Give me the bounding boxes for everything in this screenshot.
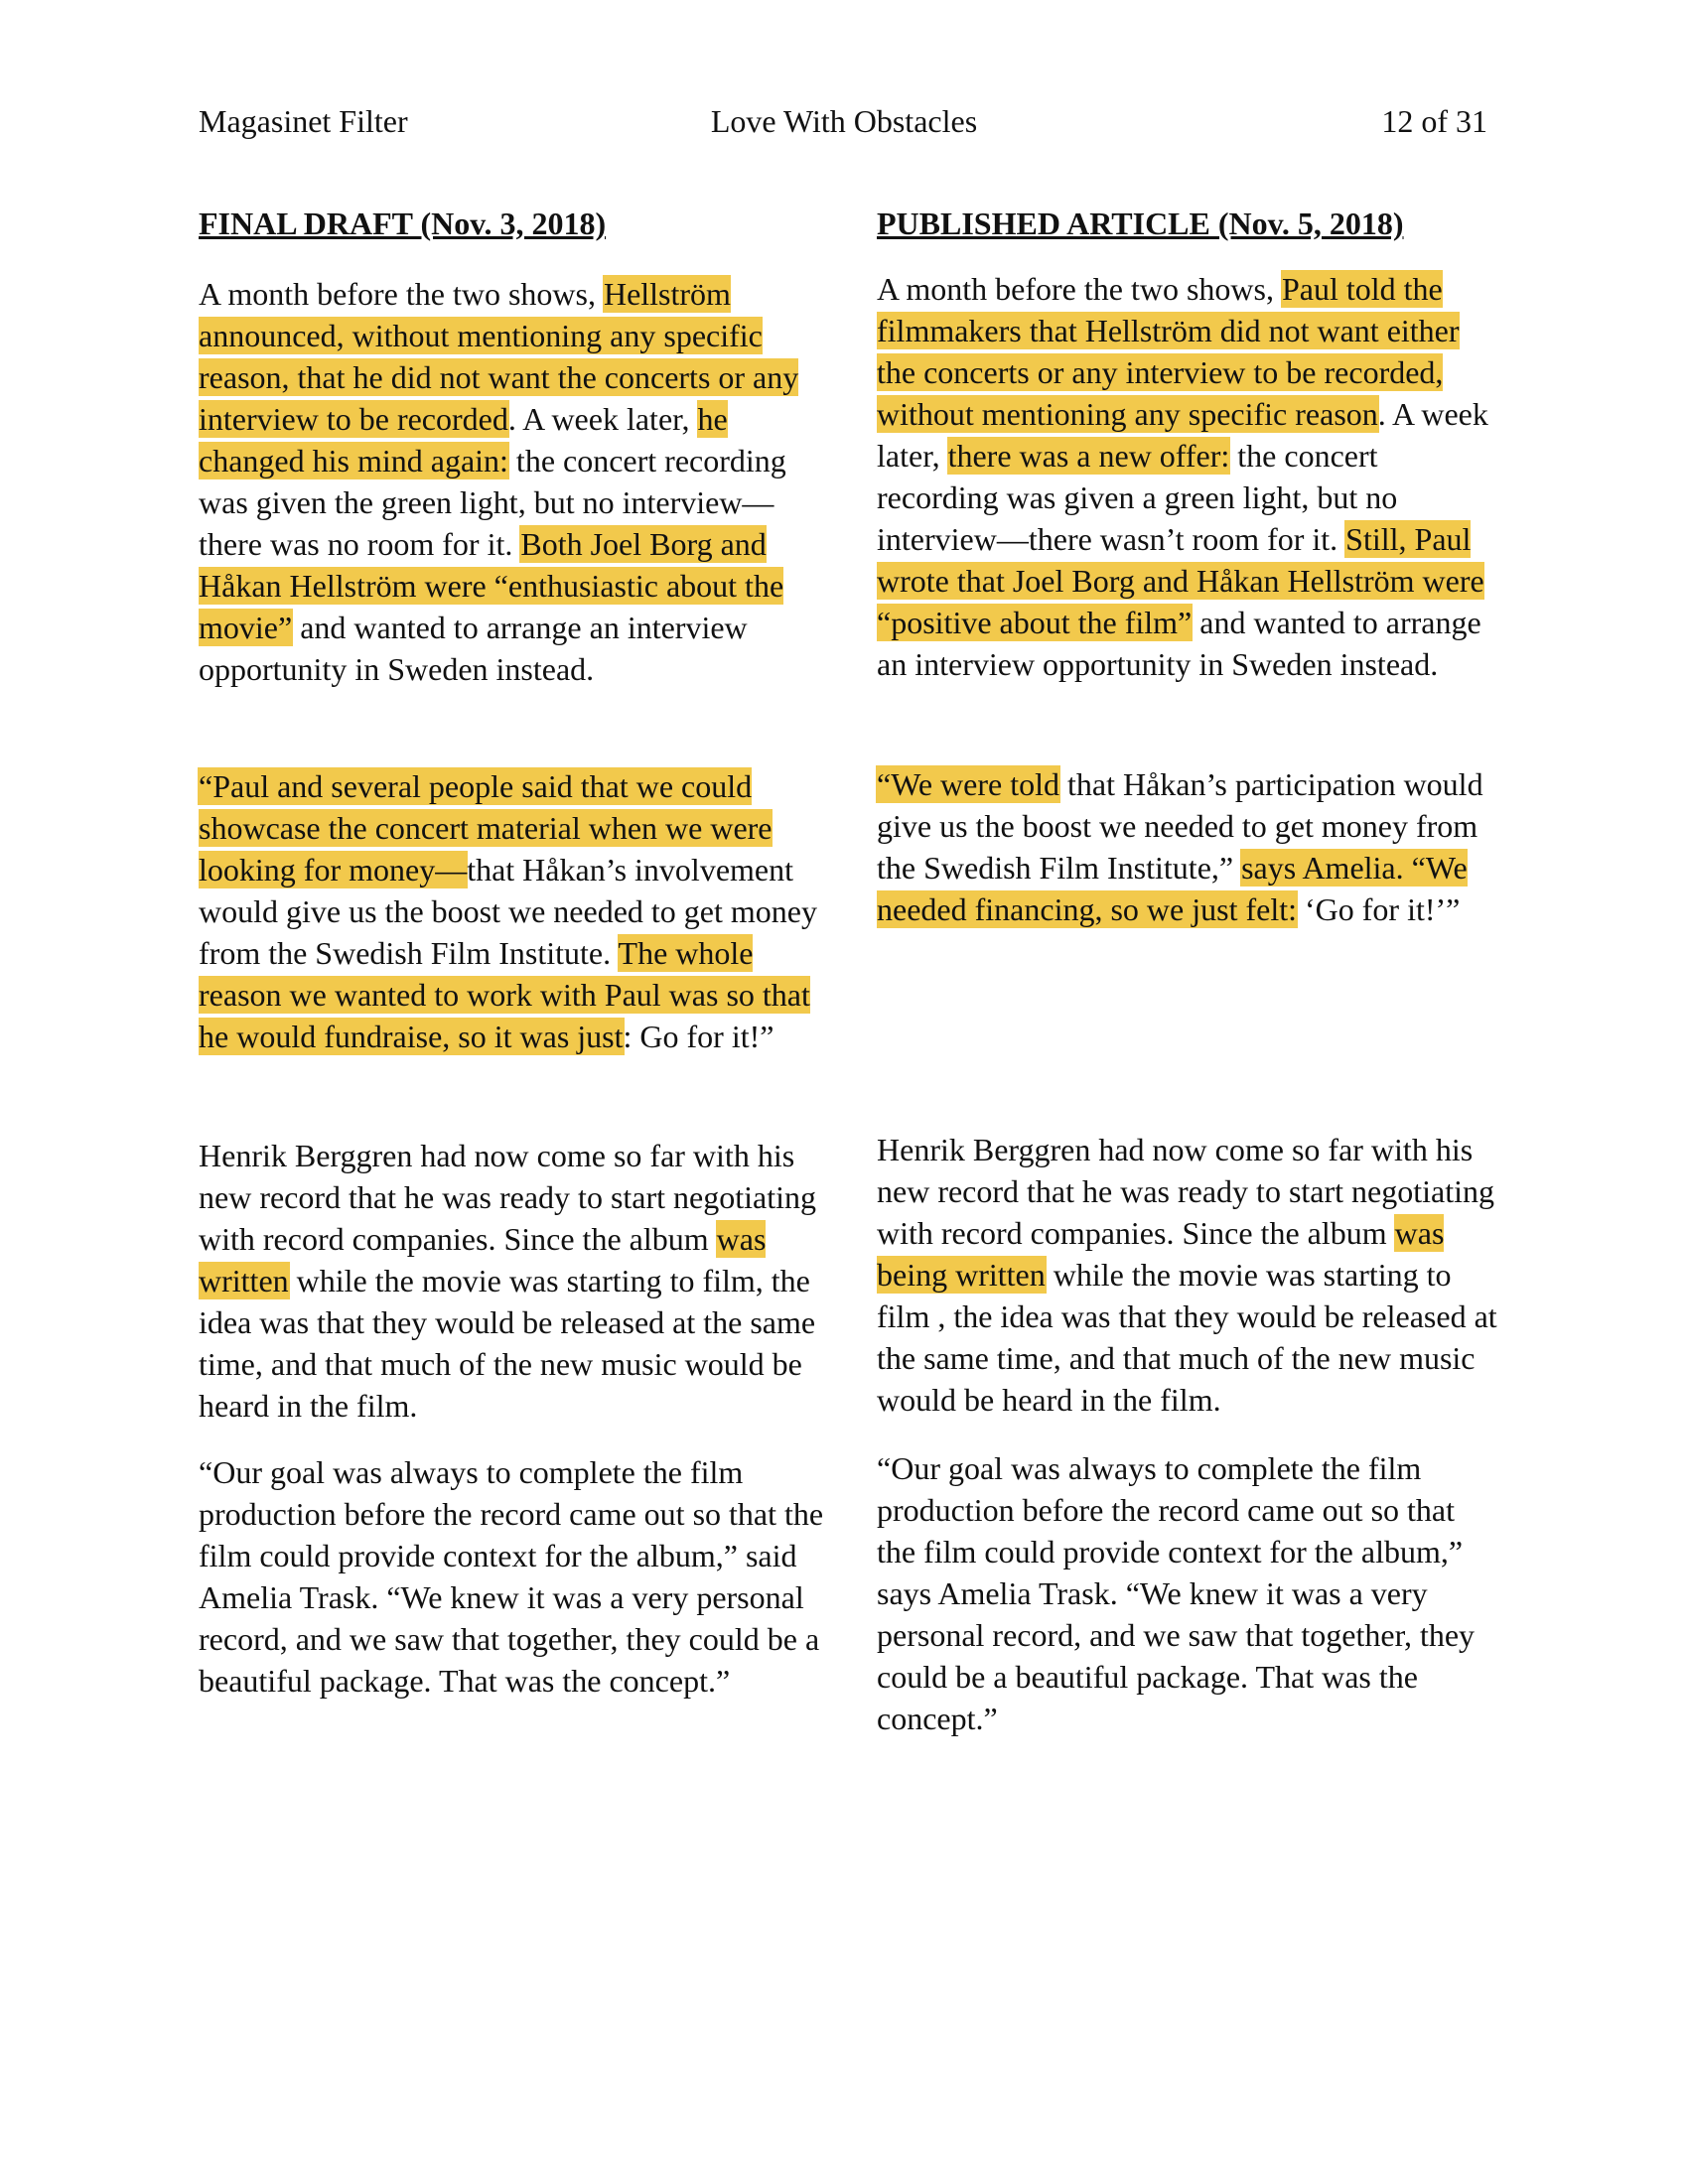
highlighted-change: Hellström announced, without mentioning any specific reason, that he did not want the concerts or any interview to be recorded — [199, 276, 799, 437]
highlighted-change: Both Joel Borg and Håkan Hellström were “enthusiastic about the movie” — [199, 526, 784, 645]
text-run: Henrik Berggren had now come so far with his new record that he was ready to start negotiating with record companies. Since the album — [877, 1132, 1494, 1251]
text-run: while the movie was starting to film , the idea was that they would be released at the same time, and that much of the new music would be heard in the film. — [877, 1257, 1497, 1418]
highlighted-change: “We were told — [877, 766, 1059, 802]
published-paragraph-3 — [877, 1129, 1497, 1421]
final-draft-paragraph-1 — [199, 273, 834, 690]
highlighted-change: says Amelia. “We needed financing, so we just felt: — [877, 850, 1468, 927]
text-run: : Go for it!” — [623, 1019, 774, 1054]
text-run: that Håkan’s involvement would give us the boost we needed to get money from the Swedish Film Institute. — [199, 852, 817, 971]
text-run: and wanted to arrange an interview opportunity in Sweden instead. — [199, 610, 748, 687]
final-draft-paragraph-2 — [199, 765, 834, 1057]
text-run: A month before the two shows, — [877, 271, 1282, 307]
text-run: ‘Go for it!’” — [1296, 891, 1461, 927]
highlighted-change: Paul told the filmmakers that Hellström did not want either the concerts or any interview to be recorded, without mentioning any specific reason — [877, 271, 1460, 432]
published-paragraph-4: “Our goal was always to complete the film production before the record came out so that the film could provide context for the album,” says Amelia Trask. “We knew it was a very personal record, and we saw that together, they could be a beautiful package. That was the concept.” — [877, 1450, 1476, 1736]
page-number: 12 of 31 — [1381, 103, 1487, 139]
text-run: that Håkan’s participation would give us the boost we needed to get money from the Swedish Film Institute,” — [877, 766, 1483, 886]
text-run: and wanted to arrange an interview opportunity in Sweden instead. — [877, 605, 1481, 682]
text-run: the concert recording was given a green light, but no interview—there wasn’t room for it. — [877, 438, 1398, 557]
published-article-title: PUBLISHED ARTICLE (Nov. 5, 2018) — [877, 205, 1404, 241]
text-run: Henrik Berggren had now come so far with his new record that he was ready to start negotiating with record companies. Since the album — [199, 1138, 816, 1257]
highlighted-change: he changed his mind again: — [199, 401, 728, 478]
publication-name: Magasinet Filter — [199, 103, 408, 139]
published-paragraph-1 — [877, 268, 1497, 685]
highlighted-change: Still, Paul wrote that Joel Borg and Håkan Hellström were “positive about the film” — [877, 521, 1484, 640]
highlighted-change: The whole reason we wanted to work with Paul was so that he would fundraise, so it was just — [199, 935, 810, 1054]
text-run: . A week later, — [877, 396, 1488, 474]
highlighted-change: was written — [199, 1221, 767, 1298]
highlighted-change: there was a new offer: — [947, 438, 1230, 474]
final-draft-paragraph-4: “Our goal was always to complete the film production before the record came out so that the film could provide context for the album,” said Amelia Trask. “We knew it was a very personal record, and we saw that together, they could be a beautiful package. That was the concept.” — [199, 1454, 824, 1699]
final-draft-paragraph-3 — [199, 1135, 834, 1427]
text-run: A month before the two shows, — [199, 276, 604, 312]
final-draft-title: FINAL DRAFT (Nov. 3, 2018) — [199, 205, 607, 241]
article-title: Love With Obstacles — [710, 103, 978, 139]
published-paragraph-2 — [877, 763, 1497, 930]
text-run: . A week later, — [507, 401, 698, 437]
text-run: the concert recording was given the green light, but no interview—there was no room for it. — [199, 443, 786, 562]
highlighted-change: was being written — [877, 1215, 1445, 1293]
highlighted-change: “Paul and several people said that we could showcase the concert material when we were looking for money— — [199, 768, 773, 887]
text-run: while the movie was starting to film, the idea was that they would be released at the same time, and that much of the new music would be heard in the film. — [199, 1263, 816, 1424]
